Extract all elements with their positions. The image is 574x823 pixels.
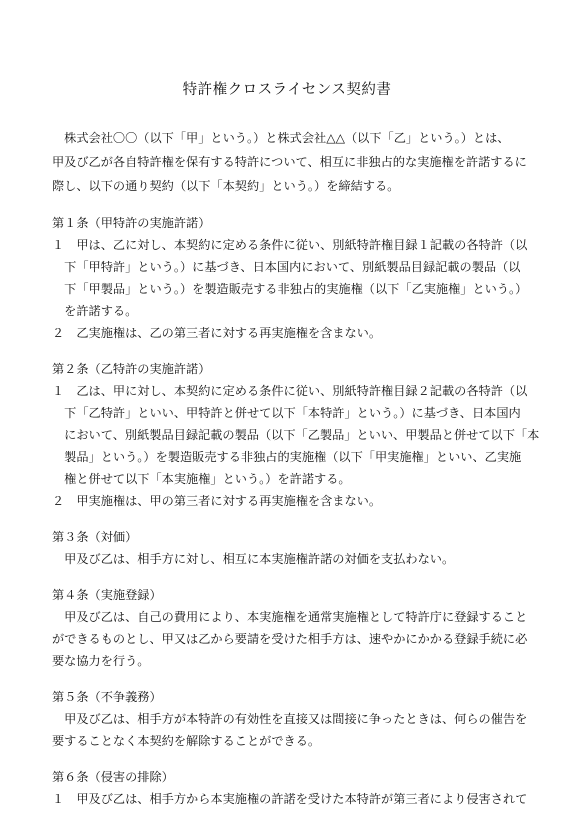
article-4-line: ができるものとし、甲又は乙から要請を受けた相手方は、速やかにかかる登録手続に必 xyxy=(52,632,528,646)
article-5-heading: 第５条（不争義務） xyxy=(52,690,162,704)
article-4-line: 甲及び乙は、自己の費用により、本実施権を通常実施権として特許庁に登録すること xyxy=(52,610,528,624)
article-5-line: 要することなく本契約を解除することができる。 xyxy=(52,734,321,748)
article-4-line: 要な協力を行う。 xyxy=(52,654,150,668)
intro-line: 甲及び乙が各自特許権を保有する特許について、相互に非独占的な実施権を許諾するに xyxy=(52,155,527,169)
article-2-line: 製品」という。）を製造販売する非独占的実施権（以下「甲実施権」といい、乙実施 xyxy=(52,450,522,464)
article-2-line: 下「乙特許」といい、甲特許と併せて以下「本特許」という。）に基づき、日本国内 xyxy=(52,406,521,420)
article-3-heading: 第３条（対価） xyxy=(52,530,138,544)
intro-line: 株式会社〇〇（以下「甲」という。）と株式会社△△（以下「乙」という。）とは、 xyxy=(52,131,510,145)
article-6-line: １ 甲及び乙は、相手方から本実施権の許諾を受けた本特許が第三者により侵害されて xyxy=(52,792,528,806)
article-2-line: 権と併せて以下「本実施権」という。）を許諾する。 xyxy=(52,472,351,486)
article-2-line: ２ 甲実施権は、甲の第三者に対する再実施権を含まない。 xyxy=(52,494,382,508)
article-1-line: を許諾する。 xyxy=(52,304,138,318)
article-5-line: 甲及び乙は、相手方が本特許の有効性を直接又は間接に争ったときは、何らの催告を xyxy=(52,712,528,726)
article-2-line: １ 乙は、甲に対し、本契約に定める条件に従い、別紙特許権目録２記載の各特許（以 xyxy=(52,384,528,398)
article-6-heading: 第６条（侵害の排除） xyxy=(52,770,174,784)
article-1-line: 下「甲特許」という。）に基づき、日本国内において、別紙製品目録記載の製品（以 xyxy=(52,260,521,274)
article-3-line: 甲及び乙は、相手方に対し、相互に本実施権許諾の対価を支払わない。 xyxy=(52,552,455,566)
article-1-heading: 第１条（甲特許の実施許諾） xyxy=(52,216,211,230)
article-1-line: １ 甲は、乙に対し、本契約に定める条件に従い、別紙特許権目録１記載の各特許（以 xyxy=(52,238,528,252)
article-1-line: 下「甲製品」という。）を製造販売する非独占的実施権（以下「乙実施権」という。） xyxy=(52,282,528,296)
intro-line: 際し、以下の通り契約（以下「本契約」という。）を締結する。 xyxy=(52,179,400,193)
document-title: 特許権クロスライセンス契約書 xyxy=(182,82,392,98)
article-2-heading: 第２条（乙特許の実施許諾） xyxy=(52,362,211,376)
article-1-line: ２ 乙実施権は、乙の第三者に対する再実施権を含まない。 xyxy=(52,326,382,340)
article-4-heading: 第４条（実施登録） xyxy=(52,588,162,602)
article-2-line: において、別紙製品目録記載の製品（以下「乙製品」といい、甲製品と併せて以下「本 xyxy=(52,428,540,442)
